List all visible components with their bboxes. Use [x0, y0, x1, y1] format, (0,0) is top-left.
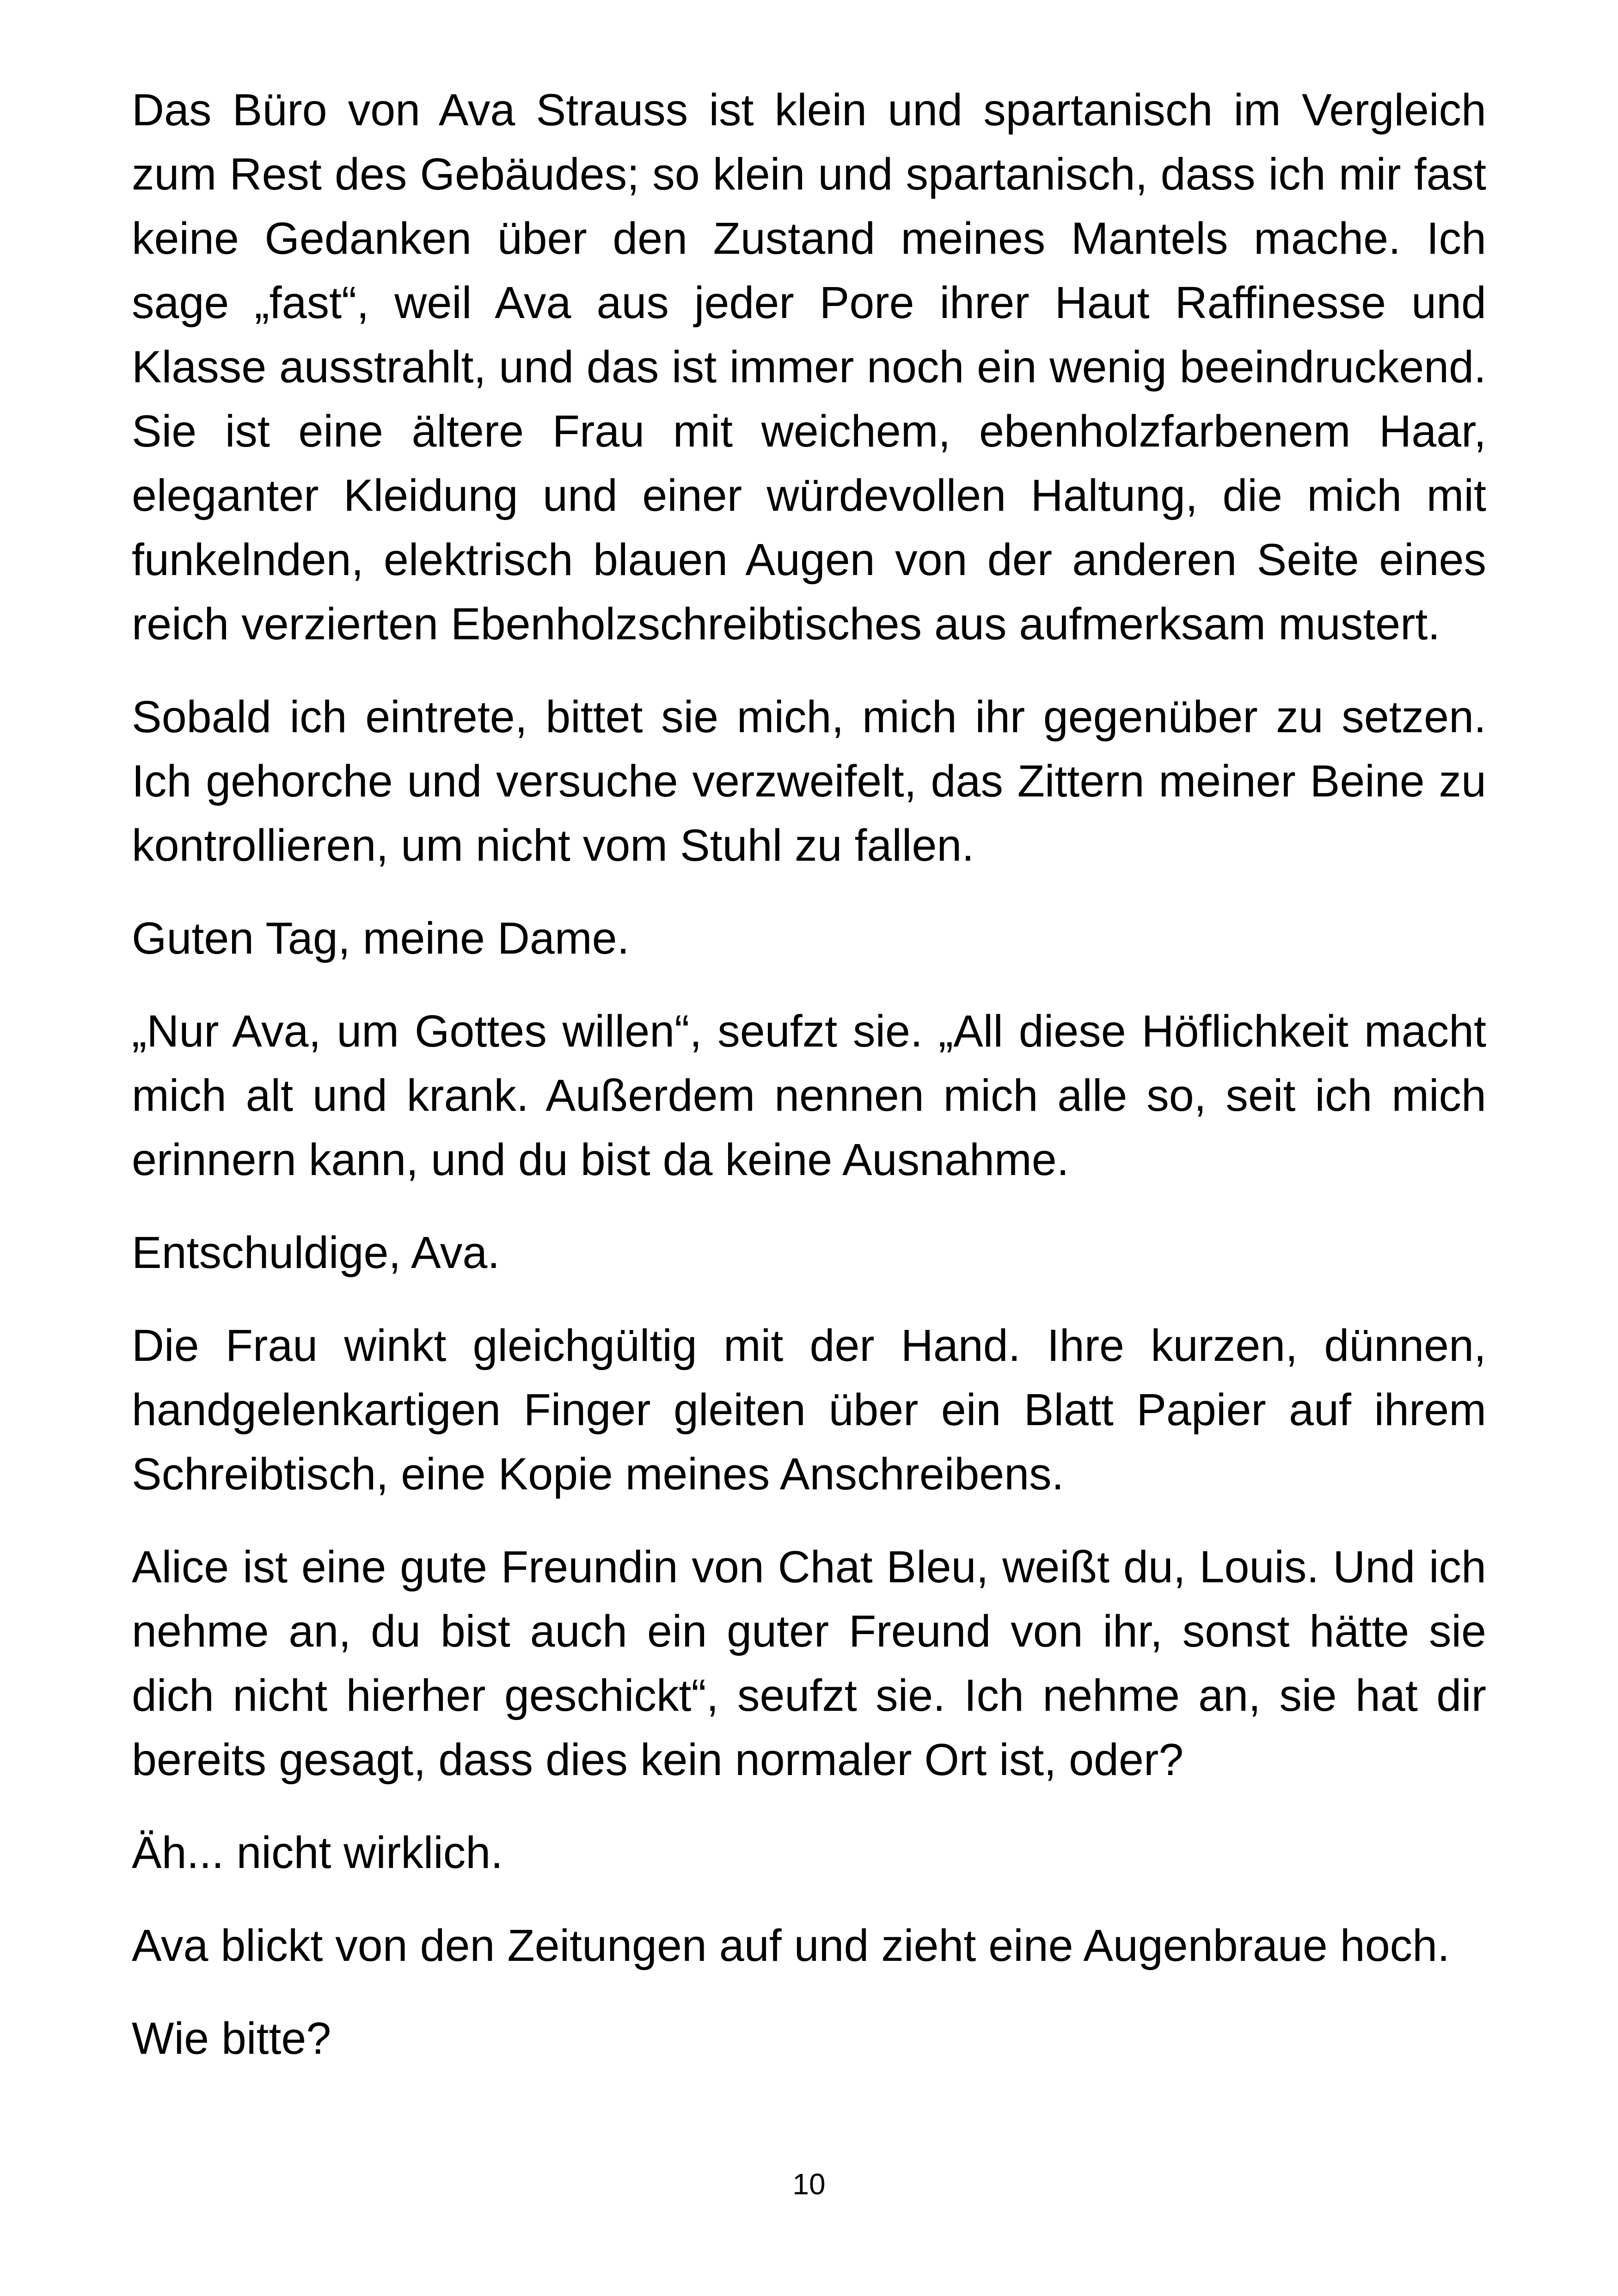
paragraph: Das Büro von Ava Strauss ist klein und spartanisch im Vergleich zum Rest des Gebäudes; so klein und spartanisch, dass ich mir fast keine Gedanken über den Zustand meines Mantels mache. Ich sage „fast“, weil Ava aus jeder Pore ihrer Haut Raffinesse und Klasse ausstrahlt, und das ist immer noch ein wenig beeindruckend. Sie ist eine ältere Frau mit weichem, ebenholzfarbenem Haar, eleganter Kleidung und einer würdevollen Haltung, die mich mit funkelnden, elektrisch blauen Augen von der anderen Seite eines reich verzierten Ebenholzschreibtisches aus aufmerksam mustert.	[132, 85, 1486, 649]
paragraph: Guten Tag, meine Dame.	[132, 913, 630, 963]
paragraph: „Nur Ava, um Gottes willen“, seufzt sie. „All diese Höflichkeit macht mich alt und krank. Außerdem nennen mich alle so, seit ich mich erinnern kann, und du bist da keine Ausnahme.	[132, 1006, 1486, 1185]
paragraph: Wie bitte?	[132, 2013, 331, 2063]
paragraph: Die Frau winkt gleichgültig mit der Hand. Ihre kurzen, dünnen, handgelenkartigen Finger gleiten über ein Blatt Papier auf ihrem Schreibtisch, eine Kopie meines Anschreibens.	[132, 1320, 1486, 1499]
body-text	[132, 78, 1486, 2099]
page-number: 10	[792, 2167, 826, 2201]
paragraph: Alice ist eine gute Freundin von Chat Bleu, weißt du, Louis. Und ich nehme an, du bist auch ein guter Freund von ihr, sonst hätte sie dich nicht hierher geschickt“, seufzt sie. Ich nehme an, sie hat dir bereits gesagt, dass dies kein normaler Ort ist, oder?	[132, 1542, 1486, 1785]
paragraph: Ava blickt von den Zeitungen auf und zieht eine Augenbraue hoch.	[132, 1920, 1450, 1971]
paragraph: Äh... nicht wirklich.	[132, 1827, 503, 1878]
paragraph: Sobald ich eintrete, bittet sie mich, mich ihr gegenüber zu setzen. Ich gehorche und versuche verzweifelt, das Zittern meiner Beine zu kontrollieren, um nicht vom Stuhl zu fallen.	[132, 692, 1486, 870]
paragraph: Entschuldige, Ava.	[132, 1227, 500, 1278]
